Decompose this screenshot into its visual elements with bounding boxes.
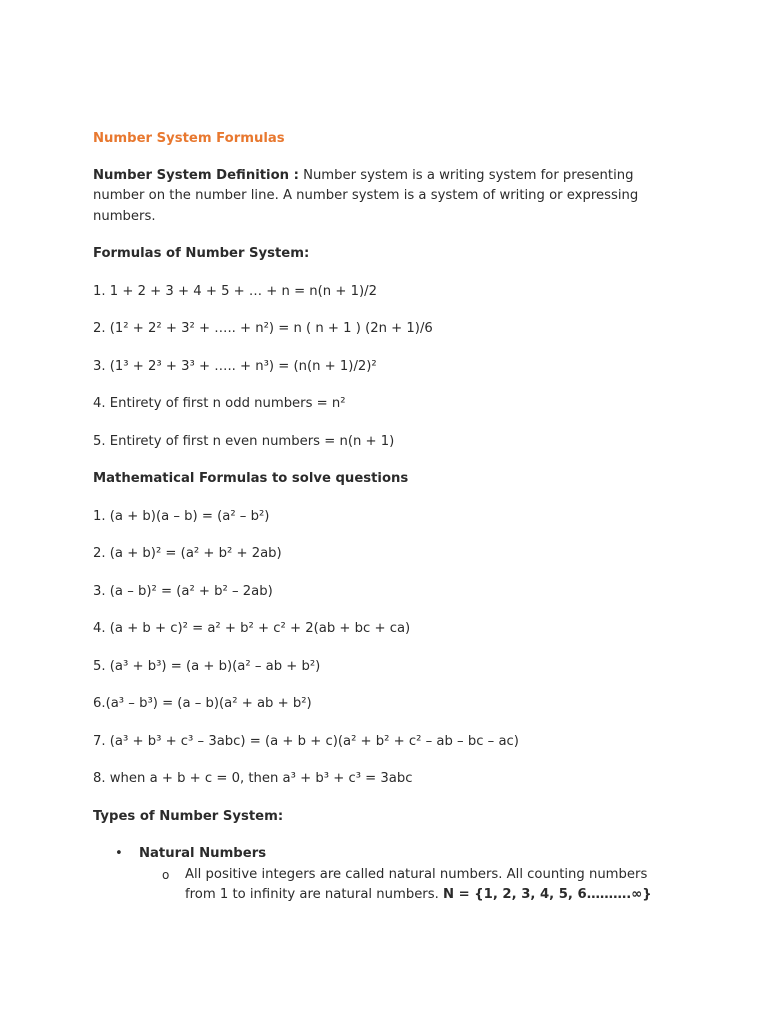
document-title: Number System Formulas [93, 131, 285, 146]
definition-paragraph [93, 166, 673, 228]
formulas-heading: Formulas of Number System: [93, 246, 310, 261]
types-list [93, 844, 673, 906]
bullet-icon: • [115, 846, 123, 861]
math-formula-item: 4. (a + b + c)² = a² + b² + c² + 2(ab + bc + ca) [93, 621, 411, 636]
math-formula-item: 8. when a + b + c = 0, then a³ + b³ + c³ = 3abc [93, 771, 413, 786]
math-formula-item: 3. (a – b)² = (a² + b² – 2ab) [93, 583, 273, 599]
math-formula-item: 6.(a³ – b³) = (a – b)(a² + ab + b²) [93, 696, 312, 711]
circle-bullet-icon: o [162, 867, 170, 882]
formula-item: 1. 1 + 2 + 3 + 4 + 5 + … + n = n(n + 1)/2 [93, 283, 377, 299]
formula-item: 2. (1² + 2² + 3² + ….. + n²) = n ( n + 1 ) (2n + 1)/6 [93, 321, 433, 336]
type-set: N = {1, 2, 3, 4, 5, 6……….∞} [442, 887, 652, 902]
list-item [93, 844, 673, 865]
math-formula-item: 2. (a + b)² = (a² + b² + 2ab) [93, 546, 282, 561]
type-name: Natural Numbers [139, 846, 267, 861]
sub-list-item [93, 865, 673, 906]
formula-item: 3. (1³ + 2³ + 3³ + ….. + n³) = (n(n + 1)/2)² [93, 358, 377, 374]
types-heading: Types of Number System: [93, 808, 284, 824]
type-description: All positive integers are called natural numbers. All counting numbers from 1 to infinity are natural numbers. [185, 866, 648, 902]
definition-label: Number System Definition : [93, 167, 299, 183]
math-formulas-heading: Mathematical Formulas to solve questions [93, 471, 409, 486]
math-formula-item: 7. (a³ + b³ + c³ – 3abc) = (a + b + c)(a² + b² + c² – ab – bc – ac) [93, 733, 519, 749]
formula-item: 4. Entirety of first n odd numbers = n² [93, 396, 346, 411]
definition-text: Number system is a writing system for presenting number on the number line. A number system is a system of writing or expressing numbers. [93, 167, 639, 224]
document-body [93, 129, 673, 906]
math-formula-item: 1. (a + b)(a – b) = (a² – b²) [93, 508, 270, 524]
formula-item: 5. Entirety of first n even numbers = n(n + 1) [93, 433, 395, 449]
math-formula-item: 5. (a³ + b³) = (a + b)(a² – ab + b²) [93, 658, 321, 674]
